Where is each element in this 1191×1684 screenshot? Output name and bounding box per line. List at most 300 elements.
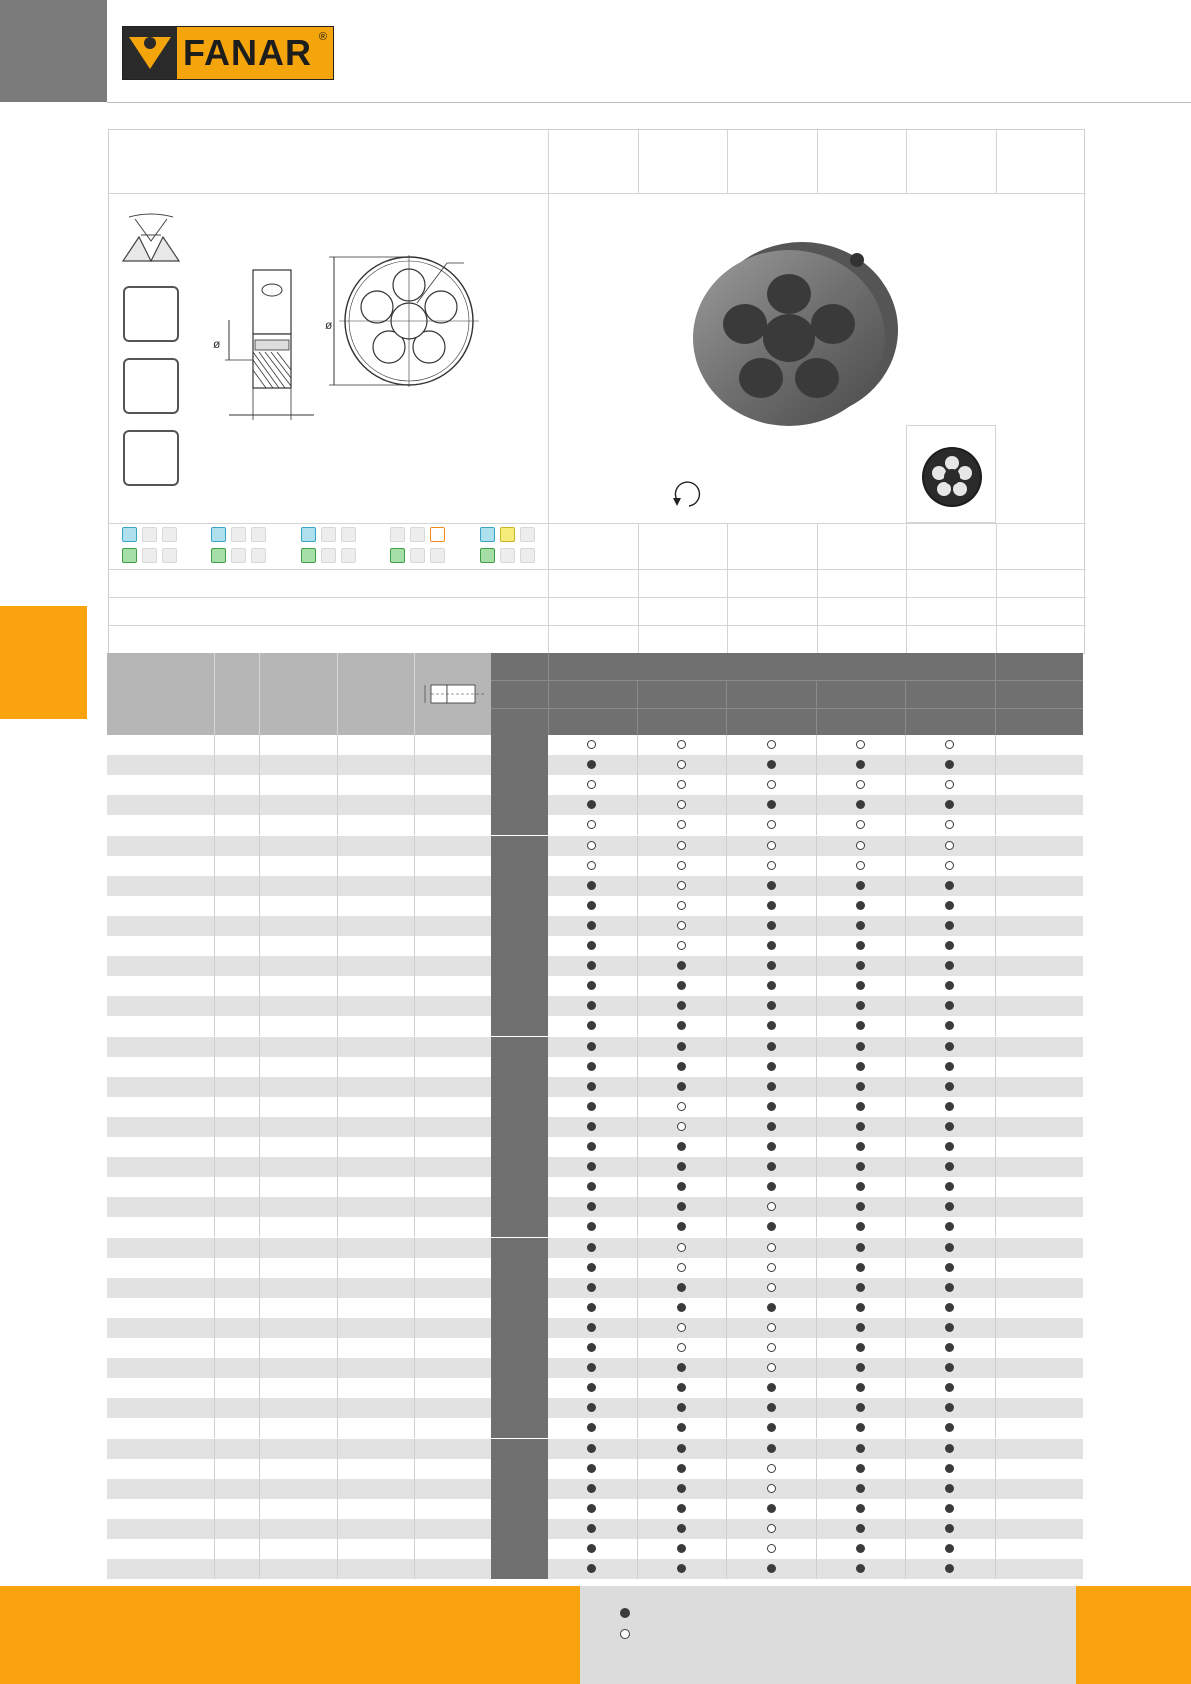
filled-dot-icon (677, 1021, 686, 1030)
filled-dot-icon (945, 1323, 954, 1332)
filled-dot-icon (856, 1564, 865, 1573)
table-row (107, 1499, 1083, 1519)
filled-dot-icon (587, 1444, 596, 1453)
row-divider (637, 775, 638, 795)
row-divider (414, 936, 415, 956)
row-divider (905, 1459, 906, 1479)
row-divider (816, 1057, 817, 1077)
material-square-blue (480, 527, 495, 542)
empty-dot-icon (767, 1524, 776, 1533)
svg-text:ø: ø (213, 337, 221, 351)
empty-dot-icon (767, 1484, 776, 1493)
row-divider (995, 1278, 996, 1298)
filled-dot-icon (677, 1363, 686, 1372)
row-divider (905, 936, 906, 956)
table-row (107, 876, 1083, 896)
row-divider (637, 1258, 638, 1278)
empty-dot-icon (767, 1363, 776, 1372)
row-divider (637, 1117, 638, 1137)
row-divider (214, 1318, 215, 1338)
row-divider (259, 735, 260, 755)
table-row (107, 1258, 1083, 1278)
dark-cell (491, 1077, 548, 1097)
row-divider (905, 1318, 906, 1338)
row-divider (414, 775, 415, 795)
filled-dot-icon (677, 1202, 686, 1211)
dark-cell (491, 896, 548, 916)
row-divider (414, 996, 415, 1016)
row-divider (214, 1398, 215, 1418)
table-row (107, 1358, 1083, 1378)
row-divider (214, 1016, 215, 1036)
row-divider (214, 1157, 215, 1177)
row-divider (726, 1398, 727, 1418)
row-divider (337, 815, 338, 835)
material-square-grey (520, 548, 535, 563)
row-divider (726, 836, 727, 856)
row-divider (637, 1037, 638, 1057)
row-divider (995, 1398, 996, 1418)
table-row (107, 1117, 1083, 1137)
filled-dot-icon (677, 1182, 686, 1191)
row-divider (995, 1016, 996, 1036)
material-square-blue (122, 527, 137, 542)
row-divider (259, 775, 260, 795)
row-divider (905, 1559, 906, 1579)
empty-dot-icon (677, 881, 686, 890)
row-divider (259, 1418, 260, 1438)
row-divider (259, 1298, 260, 1318)
filled-dot-icon (856, 1524, 865, 1533)
row-divider (259, 1539, 260, 1559)
row-divider (337, 1077, 338, 1097)
row-divider (214, 1539, 215, 1559)
material-square-grey (321, 527, 336, 542)
row-divider (414, 836, 415, 856)
filled-dot-icon (587, 1323, 596, 1332)
row-divider (214, 775, 215, 795)
row-divider (214, 1197, 215, 1217)
row-divider (905, 735, 906, 755)
filled-dot-icon (767, 1082, 776, 1091)
row-divider (259, 815, 260, 835)
empty-dot-icon (587, 780, 596, 789)
row-divider (259, 916, 260, 936)
row-divider (637, 956, 638, 976)
row-divider (816, 1559, 817, 1579)
row-divider (337, 1137, 338, 1157)
row-divider (214, 1418, 215, 1438)
svg-text:ø: ø (325, 318, 333, 332)
row-divider (995, 836, 996, 856)
material-square-green (390, 548, 405, 563)
filled-dot-icon (677, 1082, 686, 1091)
material-square-grey (142, 548, 157, 563)
row-divider (905, 1499, 906, 1519)
row-divider (414, 1016, 415, 1036)
empty-dot-icon (767, 740, 776, 749)
panel-divider (109, 597, 1086, 598)
row-divider (816, 1037, 817, 1057)
header-divider (905, 681, 906, 735)
row-divider (726, 996, 727, 1016)
row-divider (214, 1077, 215, 1097)
panel-divider (727, 130, 728, 193)
material-square-grey (390, 527, 405, 542)
header-divider (259, 653, 260, 735)
row-divider (905, 1217, 906, 1237)
header-divider (414, 653, 415, 735)
row-divider (905, 775, 906, 795)
blank-box-icon (123, 358, 179, 414)
dark-cell (491, 1398, 548, 1418)
filled-dot-icon (767, 1504, 776, 1513)
row-divider (905, 1197, 906, 1217)
row-divider (726, 1459, 727, 1479)
filled-dot-icon (767, 1182, 776, 1191)
row-divider (259, 1097, 260, 1117)
row-divider (816, 1177, 817, 1197)
row-divider (337, 1439, 338, 1459)
material-square-grey (251, 548, 266, 563)
row-divider (414, 1378, 415, 1398)
row-divider (637, 1439, 638, 1459)
registered-mark: ® (318, 31, 327, 43)
header-divider (995, 653, 996, 735)
dark-cell (491, 1559, 548, 1579)
filled-dot-icon (767, 881, 776, 890)
row-divider (726, 755, 727, 775)
filled-dot-icon (856, 921, 865, 930)
die-front-view-drawing-icon (325, 245, 529, 415)
material-square-grey (321, 548, 336, 563)
row-divider (816, 1539, 817, 1559)
filled-dot-icon (856, 1042, 865, 1051)
row-divider (259, 1057, 260, 1077)
row-divider (995, 1318, 996, 1338)
panel-divider (109, 569, 1086, 570)
filled-dot-icon (767, 760, 776, 769)
row-divider (905, 956, 906, 976)
row-divider (995, 1077, 996, 1097)
filled-dot-icon (945, 1464, 954, 1473)
row-divider (214, 1117, 215, 1137)
row-divider (637, 1519, 638, 1539)
material-square-grey (341, 548, 356, 563)
row-divider (214, 976, 215, 996)
row-divider (726, 815, 727, 835)
filled-dot-icon (767, 1042, 776, 1051)
row-divider (726, 1479, 727, 1499)
table-row (107, 1197, 1083, 1217)
row-divider (816, 1439, 817, 1459)
row-divider (816, 836, 817, 856)
dark-cell (491, 836, 548, 856)
row-divider (414, 1358, 415, 1378)
dark-cell (491, 735, 548, 755)
row-divider (259, 1338, 260, 1358)
filled-dot-icon (587, 981, 596, 990)
row-divider (816, 1278, 817, 1298)
filled-dot-icon (945, 1524, 954, 1533)
thread-length-drawing-icon (417, 679, 489, 709)
filled-dot-icon (856, 1403, 865, 1412)
filled-dot-icon (856, 1142, 865, 1151)
row-divider (337, 1177, 338, 1197)
dark-cell (491, 1358, 548, 1378)
row-divider (414, 916, 415, 936)
row-divider (905, 1016, 906, 1036)
row-divider (337, 1398, 338, 1418)
row-divider (816, 1338, 817, 1358)
empty-dot-icon (677, 820, 686, 829)
row-divider (905, 755, 906, 775)
filled-dot-icon (767, 941, 776, 950)
row-divider (414, 1177, 415, 1197)
row-divider (905, 876, 906, 896)
empty-dot-icon (677, 1343, 686, 1352)
filled-dot-icon (856, 881, 865, 890)
dark-cell (491, 1238, 548, 1258)
empty-dot-icon (677, 1263, 686, 1272)
header-divider (816, 681, 817, 735)
row-divider (726, 1559, 727, 1579)
row-divider (259, 1037, 260, 1057)
filled-dot-icon (677, 1062, 686, 1071)
row-divider (995, 1258, 996, 1278)
empty-dot-icon (677, 740, 686, 749)
material-square-grey (430, 548, 445, 563)
row-divider (995, 896, 996, 916)
row-divider (726, 1258, 727, 1278)
filled-dot-icon (856, 1504, 865, 1513)
section-side-tab (0, 606, 87, 719)
row-divider (995, 1479, 996, 1499)
row-divider (259, 1459, 260, 1479)
filled-dot-icon (945, 800, 954, 809)
dark-cell (491, 1177, 548, 1197)
row-divider (414, 1057, 415, 1077)
row-divider (337, 836, 338, 856)
filled-dot-icon (856, 1222, 865, 1231)
row-divider (995, 856, 996, 876)
material-square-grey (410, 548, 425, 563)
row-divider (637, 1338, 638, 1358)
row-divider (259, 1157, 260, 1177)
row-divider (726, 1157, 727, 1177)
empty-dot-icon (587, 841, 596, 850)
row-divider (816, 1479, 817, 1499)
row-divider (214, 1097, 215, 1117)
filled-dot-icon (945, 1001, 954, 1010)
row-divider (726, 1418, 727, 1438)
row-divider (337, 1278, 338, 1298)
empty-dot-icon (677, 941, 686, 950)
row-divider (995, 775, 996, 795)
row-divider (905, 896, 906, 916)
filled-dot-icon (945, 1142, 954, 1151)
filled-dot-icon (587, 1122, 596, 1131)
row-divider (816, 1258, 817, 1278)
row-divider (726, 1318, 727, 1338)
filled-dot-icon (587, 760, 596, 769)
empty-dot-icon (856, 841, 865, 850)
empty-dot-icon (767, 1263, 776, 1272)
row-divider (905, 1097, 906, 1117)
row-divider (905, 1137, 906, 1157)
dark-cell (491, 1217, 548, 1237)
filled-dot-icon (677, 1142, 686, 1151)
row-divider (337, 1016, 338, 1036)
row-divider (337, 956, 338, 976)
empty-dot-icon (767, 841, 776, 850)
panel-divider (548, 130, 549, 655)
material-square-orange (430, 527, 445, 542)
filled-dot-icon (587, 1102, 596, 1111)
row-divider (995, 1539, 996, 1559)
dark-cell (491, 1338, 548, 1358)
row-divider (726, 936, 727, 956)
filled-dot-icon (587, 1263, 596, 1272)
legend-filled-dot-icon (620, 1608, 630, 1618)
row-divider (816, 1238, 817, 1258)
row-divider (214, 1358, 215, 1378)
row-divider (214, 815, 215, 835)
row-divider (259, 1177, 260, 1197)
row-divider (414, 815, 415, 835)
empty-dot-icon (767, 1323, 776, 1332)
row-divider (637, 1378, 638, 1398)
filled-dot-icon (945, 1343, 954, 1352)
row-divider (259, 1238, 260, 1258)
row-divider (816, 856, 817, 876)
row-divider (214, 936, 215, 956)
row-divider (337, 1479, 338, 1499)
dark-cell (491, 1318, 548, 1338)
table-row (107, 1157, 1083, 1177)
filled-dot-icon (856, 981, 865, 990)
empty-dot-icon (945, 780, 954, 789)
filled-dot-icon (945, 901, 954, 910)
dark-cell (491, 1278, 548, 1298)
filled-dot-icon (945, 921, 954, 930)
filled-dot-icon (856, 1544, 865, 1553)
blank-box-icon (123, 286, 179, 342)
row-divider (637, 1418, 638, 1438)
row-divider (414, 1539, 415, 1559)
row-divider (259, 1398, 260, 1418)
row-divider (995, 1057, 996, 1077)
row-divider (337, 876, 338, 896)
material-square-grey (251, 527, 266, 542)
row-divider (259, 1378, 260, 1398)
row-divider (726, 1298, 727, 1318)
filled-dot-icon (587, 1484, 596, 1493)
row-divider (637, 856, 638, 876)
filled-dot-icon (945, 981, 954, 990)
row-divider (214, 1137, 215, 1157)
row-divider (995, 1559, 996, 1579)
row-divider (337, 1559, 338, 1579)
filled-dot-icon (677, 1444, 686, 1453)
row-divider (905, 996, 906, 1016)
row-divider (414, 735, 415, 755)
filled-dot-icon (856, 1082, 865, 1091)
row-divider (259, 795, 260, 815)
dark-cell (491, 1378, 548, 1398)
row-divider (726, 1097, 727, 1117)
row-divider (905, 1479, 906, 1499)
panel-divider (109, 625, 1086, 626)
dark-cell (491, 1016, 548, 1036)
filled-dot-icon (677, 1504, 686, 1513)
filled-dot-icon (856, 1283, 865, 1292)
row-divider (414, 1037, 415, 1057)
row-divider (637, 1358, 638, 1378)
filled-dot-icon (587, 1363, 596, 1372)
dark-cell (491, 996, 548, 1016)
dark-cell (491, 1459, 548, 1479)
panel-divider (638, 523, 639, 655)
row-divider (637, 1398, 638, 1418)
row-divider (337, 1258, 338, 1278)
filled-dot-icon (856, 1323, 865, 1332)
dark-cell (491, 1037, 548, 1057)
filled-dot-icon (767, 961, 776, 970)
filled-dot-icon (677, 1283, 686, 1292)
filled-dot-icon (587, 921, 596, 930)
filled-dot-icon (945, 1383, 954, 1392)
filled-dot-icon (587, 1042, 596, 1051)
filled-dot-icon (856, 941, 865, 950)
row-divider (337, 1157, 338, 1177)
filled-dot-icon (587, 1544, 596, 1553)
filled-dot-icon (587, 1403, 596, 1412)
material-square-grey (520, 527, 535, 542)
filled-dot-icon (587, 1202, 596, 1211)
row-divider (816, 896, 817, 916)
row-divider (905, 976, 906, 996)
table-row (107, 1318, 1083, 1338)
row-divider (214, 1439, 215, 1459)
row-divider (816, 1117, 817, 1137)
table-row (107, 1057, 1083, 1077)
row-divider (905, 1439, 906, 1459)
table-row (107, 775, 1083, 795)
row-divider (259, 1278, 260, 1298)
filled-dot-icon (856, 1303, 865, 1312)
row-divider (414, 1278, 415, 1298)
row-divider (414, 976, 415, 996)
row-divider (414, 1318, 415, 1338)
empty-dot-icon (767, 1202, 776, 1211)
row-divider (214, 836, 215, 856)
row-divider (637, 1157, 638, 1177)
row-divider (816, 735, 817, 755)
row-divider (337, 1217, 338, 1237)
row-divider (414, 1398, 415, 1418)
row-divider (414, 1117, 415, 1137)
row-divider (905, 836, 906, 856)
row-divider (214, 1298, 215, 1318)
row-divider (995, 1358, 996, 1378)
empty-dot-icon (767, 1243, 776, 1252)
material-square-blue (301, 527, 316, 542)
row-divider (816, 1197, 817, 1217)
product-info-panel (108, 129, 1085, 654)
dark-cell (491, 795, 548, 815)
row-divider (337, 976, 338, 996)
